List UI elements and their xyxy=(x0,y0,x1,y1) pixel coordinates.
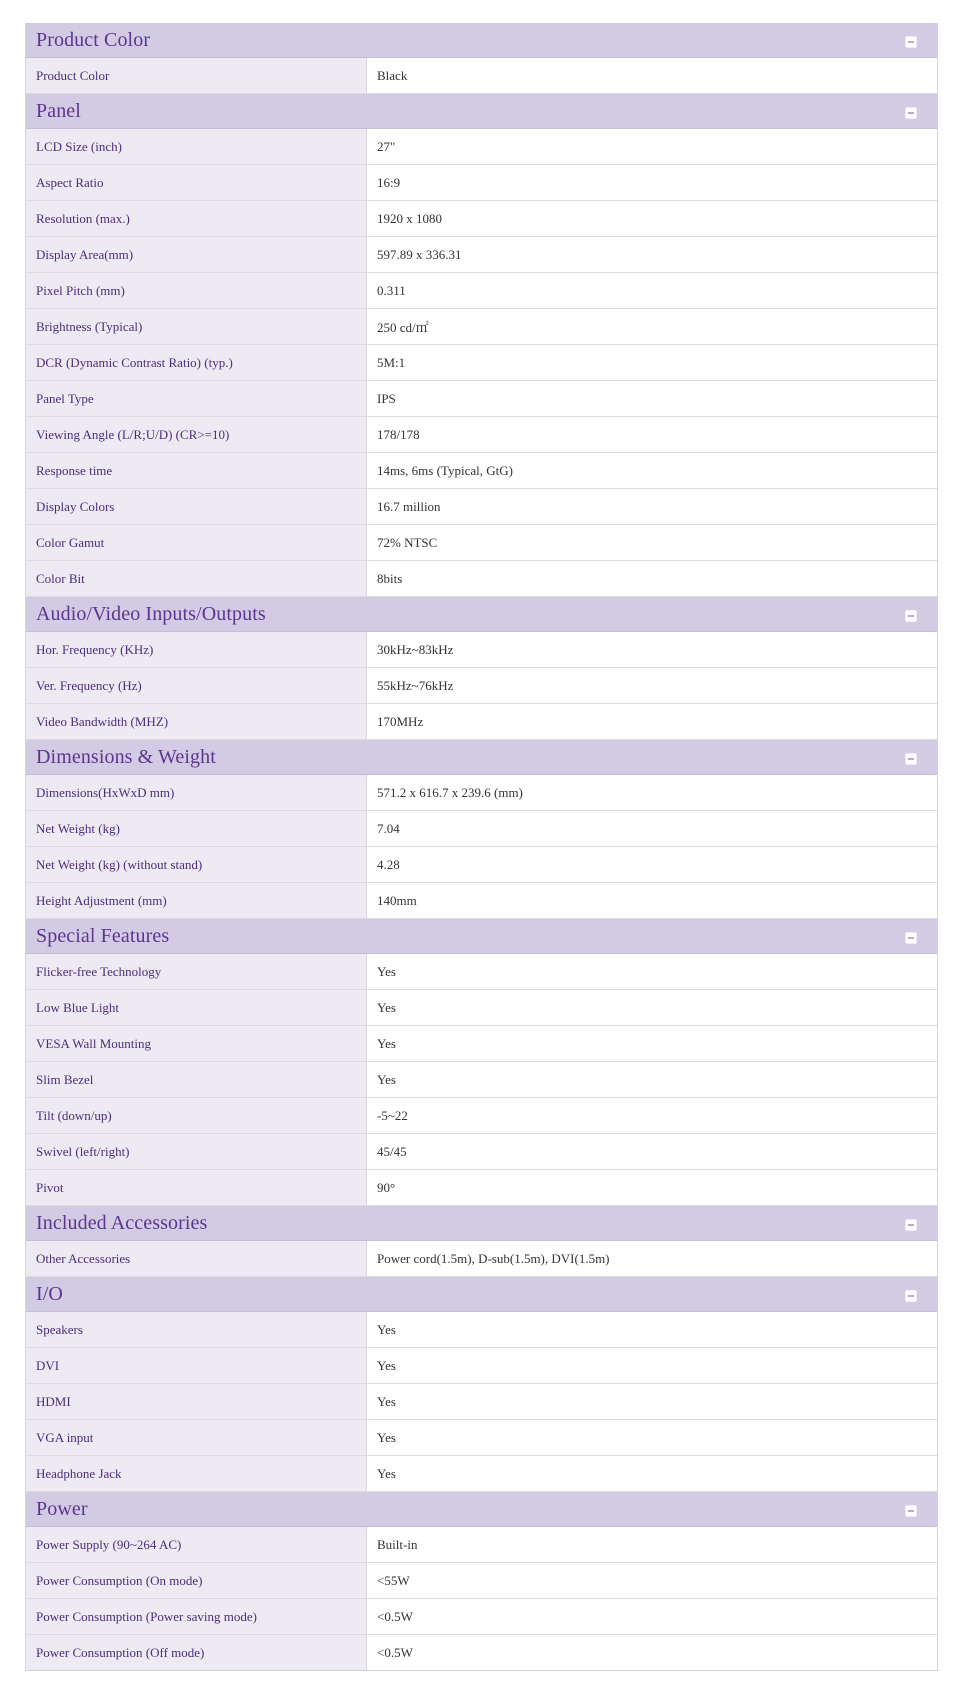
spec-value: Yes xyxy=(367,1026,937,1061)
spec-label: Net Weight (kg) xyxy=(26,811,367,846)
spec-value: 178/178 xyxy=(367,417,937,452)
spec-value: Yes xyxy=(367,1312,937,1347)
spec-value: Yes xyxy=(367,1384,937,1419)
spec-row xyxy=(26,561,937,597)
collapse-section-button[interactable] xyxy=(905,1505,917,1517)
spec-label: Hor. Frequency (KHz) xyxy=(26,632,367,667)
spec-value: 597.89 x 336.31 xyxy=(367,237,937,272)
section-header[interactable] xyxy=(26,94,937,129)
spec-value: 571.2 x 616.7 x 239.6 (mm) xyxy=(367,775,937,810)
spec-value: 4.28 xyxy=(367,847,937,882)
minus-icon xyxy=(908,615,914,617)
spec-row xyxy=(26,1170,937,1206)
collapse-section-button[interactable] xyxy=(905,107,917,119)
spec-value: 45/45 xyxy=(367,1134,937,1169)
spec-row xyxy=(26,1384,937,1420)
section-header[interactable] xyxy=(26,1206,937,1241)
collapse-section-button[interactable] xyxy=(905,753,917,765)
spec-label: Color Bit xyxy=(26,561,367,596)
minus-icon xyxy=(908,758,914,760)
spec-label: VESA Wall Mounting xyxy=(26,1026,367,1061)
spec-row xyxy=(26,165,937,201)
spec-value: 0.311 xyxy=(367,273,937,308)
spec-label: Power Supply (90~264 AC) xyxy=(26,1527,367,1562)
spec-row xyxy=(26,58,937,94)
spec-label: Dimensions(HxWxD mm) xyxy=(26,775,367,810)
spec-value: 55kHz~76kHz xyxy=(367,668,937,703)
section-header[interactable] xyxy=(26,919,937,954)
spec-label: Tilt (down/up) xyxy=(26,1098,367,1133)
spec-label: Swivel (left/right) xyxy=(26,1134,367,1169)
spec-label: Video Bandwidth (MHZ) xyxy=(26,704,367,739)
spec-row xyxy=(26,453,937,489)
spec-row xyxy=(26,632,937,668)
spec-value: Yes xyxy=(367,1456,937,1491)
section-title: Panel xyxy=(36,99,81,122)
spec-value: <55W xyxy=(367,1563,937,1598)
spec-value: 16:9 xyxy=(367,165,937,200)
spec-label: LCD Size (inch) xyxy=(26,129,367,164)
section-header[interactable] xyxy=(26,1492,937,1527)
section-title: Included Accessories xyxy=(36,1211,208,1234)
spec-value: Yes xyxy=(367,1420,937,1455)
minus-icon xyxy=(908,41,914,43)
spec-label: Power Consumption (On mode) xyxy=(26,1563,367,1598)
spec-label: Pivot xyxy=(26,1170,367,1205)
spec-value: 8bits xyxy=(367,561,937,596)
spec-row xyxy=(26,489,937,525)
spec-row xyxy=(26,954,937,990)
spec-value: 1920 x 1080 xyxy=(367,201,937,236)
spec-value: 30kHz~83kHz xyxy=(367,632,937,667)
spec-label: DVI xyxy=(26,1348,367,1383)
collapse-section-button[interactable] xyxy=(905,1219,917,1231)
spec-label: Aspect Ratio xyxy=(26,165,367,200)
section-title: I/O xyxy=(36,1282,63,1305)
spec-row xyxy=(26,668,937,704)
spec-label: VGA input xyxy=(26,1420,367,1455)
minus-icon xyxy=(908,1295,914,1297)
spec-row xyxy=(26,775,937,811)
spec-value: 140mm xyxy=(367,883,937,918)
section-title: Product Color xyxy=(36,28,151,51)
spec-row xyxy=(26,811,937,847)
section-header[interactable] xyxy=(26,597,937,632)
spec-value: Yes xyxy=(367,1348,937,1383)
spec-label: Viewing Angle (L/R;U/D) (CR>=10) xyxy=(26,417,367,452)
spec-value: 27" xyxy=(367,129,937,164)
spec-row xyxy=(26,1312,937,1348)
spec-row xyxy=(26,417,937,453)
spec-label: Speakers xyxy=(26,1312,367,1347)
spec-value: 5M:1 xyxy=(367,345,937,380)
spec-value: <0.5W xyxy=(367,1599,937,1634)
spec-row xyxy=(26,1062,937,1098)
spec-label: Power Consumption (Power saving mode) xyxy=(26,1599,367,1634)
spec-label: Display Colors xyxy=(26,489,367,524)
spec-row xyxy=(26,345,937,381)
section-title: Dimensions & Weight xyxy=(36,745,216,768)
spec-row xyxy=(26,309,937,345)
section-header[interactable] xyxy=(26,1277,937,1312)
spec-row xyxy=(26,1026,937,1062)
spec-row xyxy=(26,129,937,165)
section-header[interactable] xyxy=(26,740,937,775)
spec-row xyxy=(26,1098,937,1134)
spec-value: Built-in xyxy=(367,1527,937,1562)
spec-value: Yes xyxy=(367,954,937,989)
collapse-section-button[interactable] xyxy=(905,610,917,622)
minus-icon xyxy=(908,112,914,114)
spec-label: Height Adjustment (mm) xyxy=(26,883,367,918)
spec-row xyxy=(26,1420,937,1456)
section-title: Audio/Video Inputs/Outputs xyxy=(36,602,266,625)
spec-value: 14ms, 6ms (Typical, GtG) xyxy=(367,453,937,488)
spec-row xyxy=(26,990,937,1026)
section-header[interactable] xyxy=(26,23,937,58)
spec-label: HDMI xyxy=(26,1384,367,1419)
spec-row xyxy=(26,1348,937,1384)
spec-value: 90° xyxy=(367,1170,937,1205)
spec-table xyxy=(25,23,938,1671)
spec-label: Net Weight (kg) (without stand) xyxy=(26,847,367,882)
spec-label: Panel Type xyxy=(26,381,367,416)
collapse-section-button[interactable] xyxy=(905,932,917,944)
spec-value: Black xyxy=(367,58,937,93)
spec-label: Ver. Frequency (Hz) xyxy=(26,668,367,703)
spec-label: DCR (Dynamic Contrast Ratio) (typ.) xyxy=(26,345,367,380)
spec-row xyxy=(26,381,937,417)
spec-label: Other Accessories xyxy=(26,1241,367,1276)
spec-label: Brightness (Typical) xyxy=(26,309,367,344)
spec-label: Headphone Jack xyxy=(26,1456,367,1491)
section-title: Power xyxy=(36,1497,88,1520)
spec-row xyxy=(26,704,937,740)
spec-value: Yes xyxy=(367,1062,937,1097)
spec-value: Power cord(1.5m), D-sub(1.5m), DVI(1.5m) xyxy=(367,1241,937,1276)
spec-label: Power Consumption (Off mode) xyxy=(26,1635,367,1670)
spec-value: Yes xyxy=(367,990,937,1025)
spec-row xyxy=(26,847,937,883)
spec-label: Low Blue Light xyxy=(26,990,367,1025)
spec-label: Display Area(mm) xyxy=(26,237,367,272)
spec-value: <0.5W xyxy=(367,1635,937,1670)
spec-label: Slim Bezel xyxy=(26,1062,367,1097)
spec-row xyxy=(26,273,937,309)
spec-label: Product Color xyxy=(26,58,367,93)
spec-value: -5~22 xyxy=(367,1098,937,1133)
spec-row xyxy=(26,201,937,237)
spec-value: 16.7 million xyxy=(367,489,937,524)
spec-row xyxy=(26,1563,937,1599)
spec-label: Flicker-free Technology xyxy=(26,954,367,989)
spec-row xyxy=(26,237,937,273)
spec-label: Color Gamut xyxy=(26,525,367,560)
spec-label: Resolution (max.) xyxy=(26,201,367,236)
spec-row xyxy=(26,1527,937,1563)
collapse-section-button[interactable] xyxy=(905,36,917,48)
spec-row xyxy=(26,1134,937,1170)
spec-value: 7.04 xyxy=(367,811,937,846)
spec-value: 170MHz xyxy=(367,704,937,739)
spec-row xyxy=(26,883,937,919)
spec-row xyxy=(26,1599,937,1635)
collapse-section-button[interactable] xyxy=(905,1290,917,1302)
spec-label: Response time xyxy=(26,453,367,488)
spec-value: 72% NTSC xyxy=(367,525,937,560)
minus-icon xyxy=(908,1224,914,1226)
spec-row xyxy=(26,525,937,561)
spec-row xyxy=(26,1635,937,1671)
minus-icon xyxy=(908,1510,914,1512)
spec-label: Pixel Pitch (mm) xyxy=(26,273,367,308)
spec-row xyxy=(26,1241,937,1277)
spec-value: 250 cd/㎡ xyxy=(367,309,937,344)
minus-icon xyxy=(908,937,914,939)
spec-value: IPS xyxy=(367,381,937,416)
spec-row xyxy=(26,1456,937,1492)
section-title: Special Features xyxy=(36,924,170,947)
